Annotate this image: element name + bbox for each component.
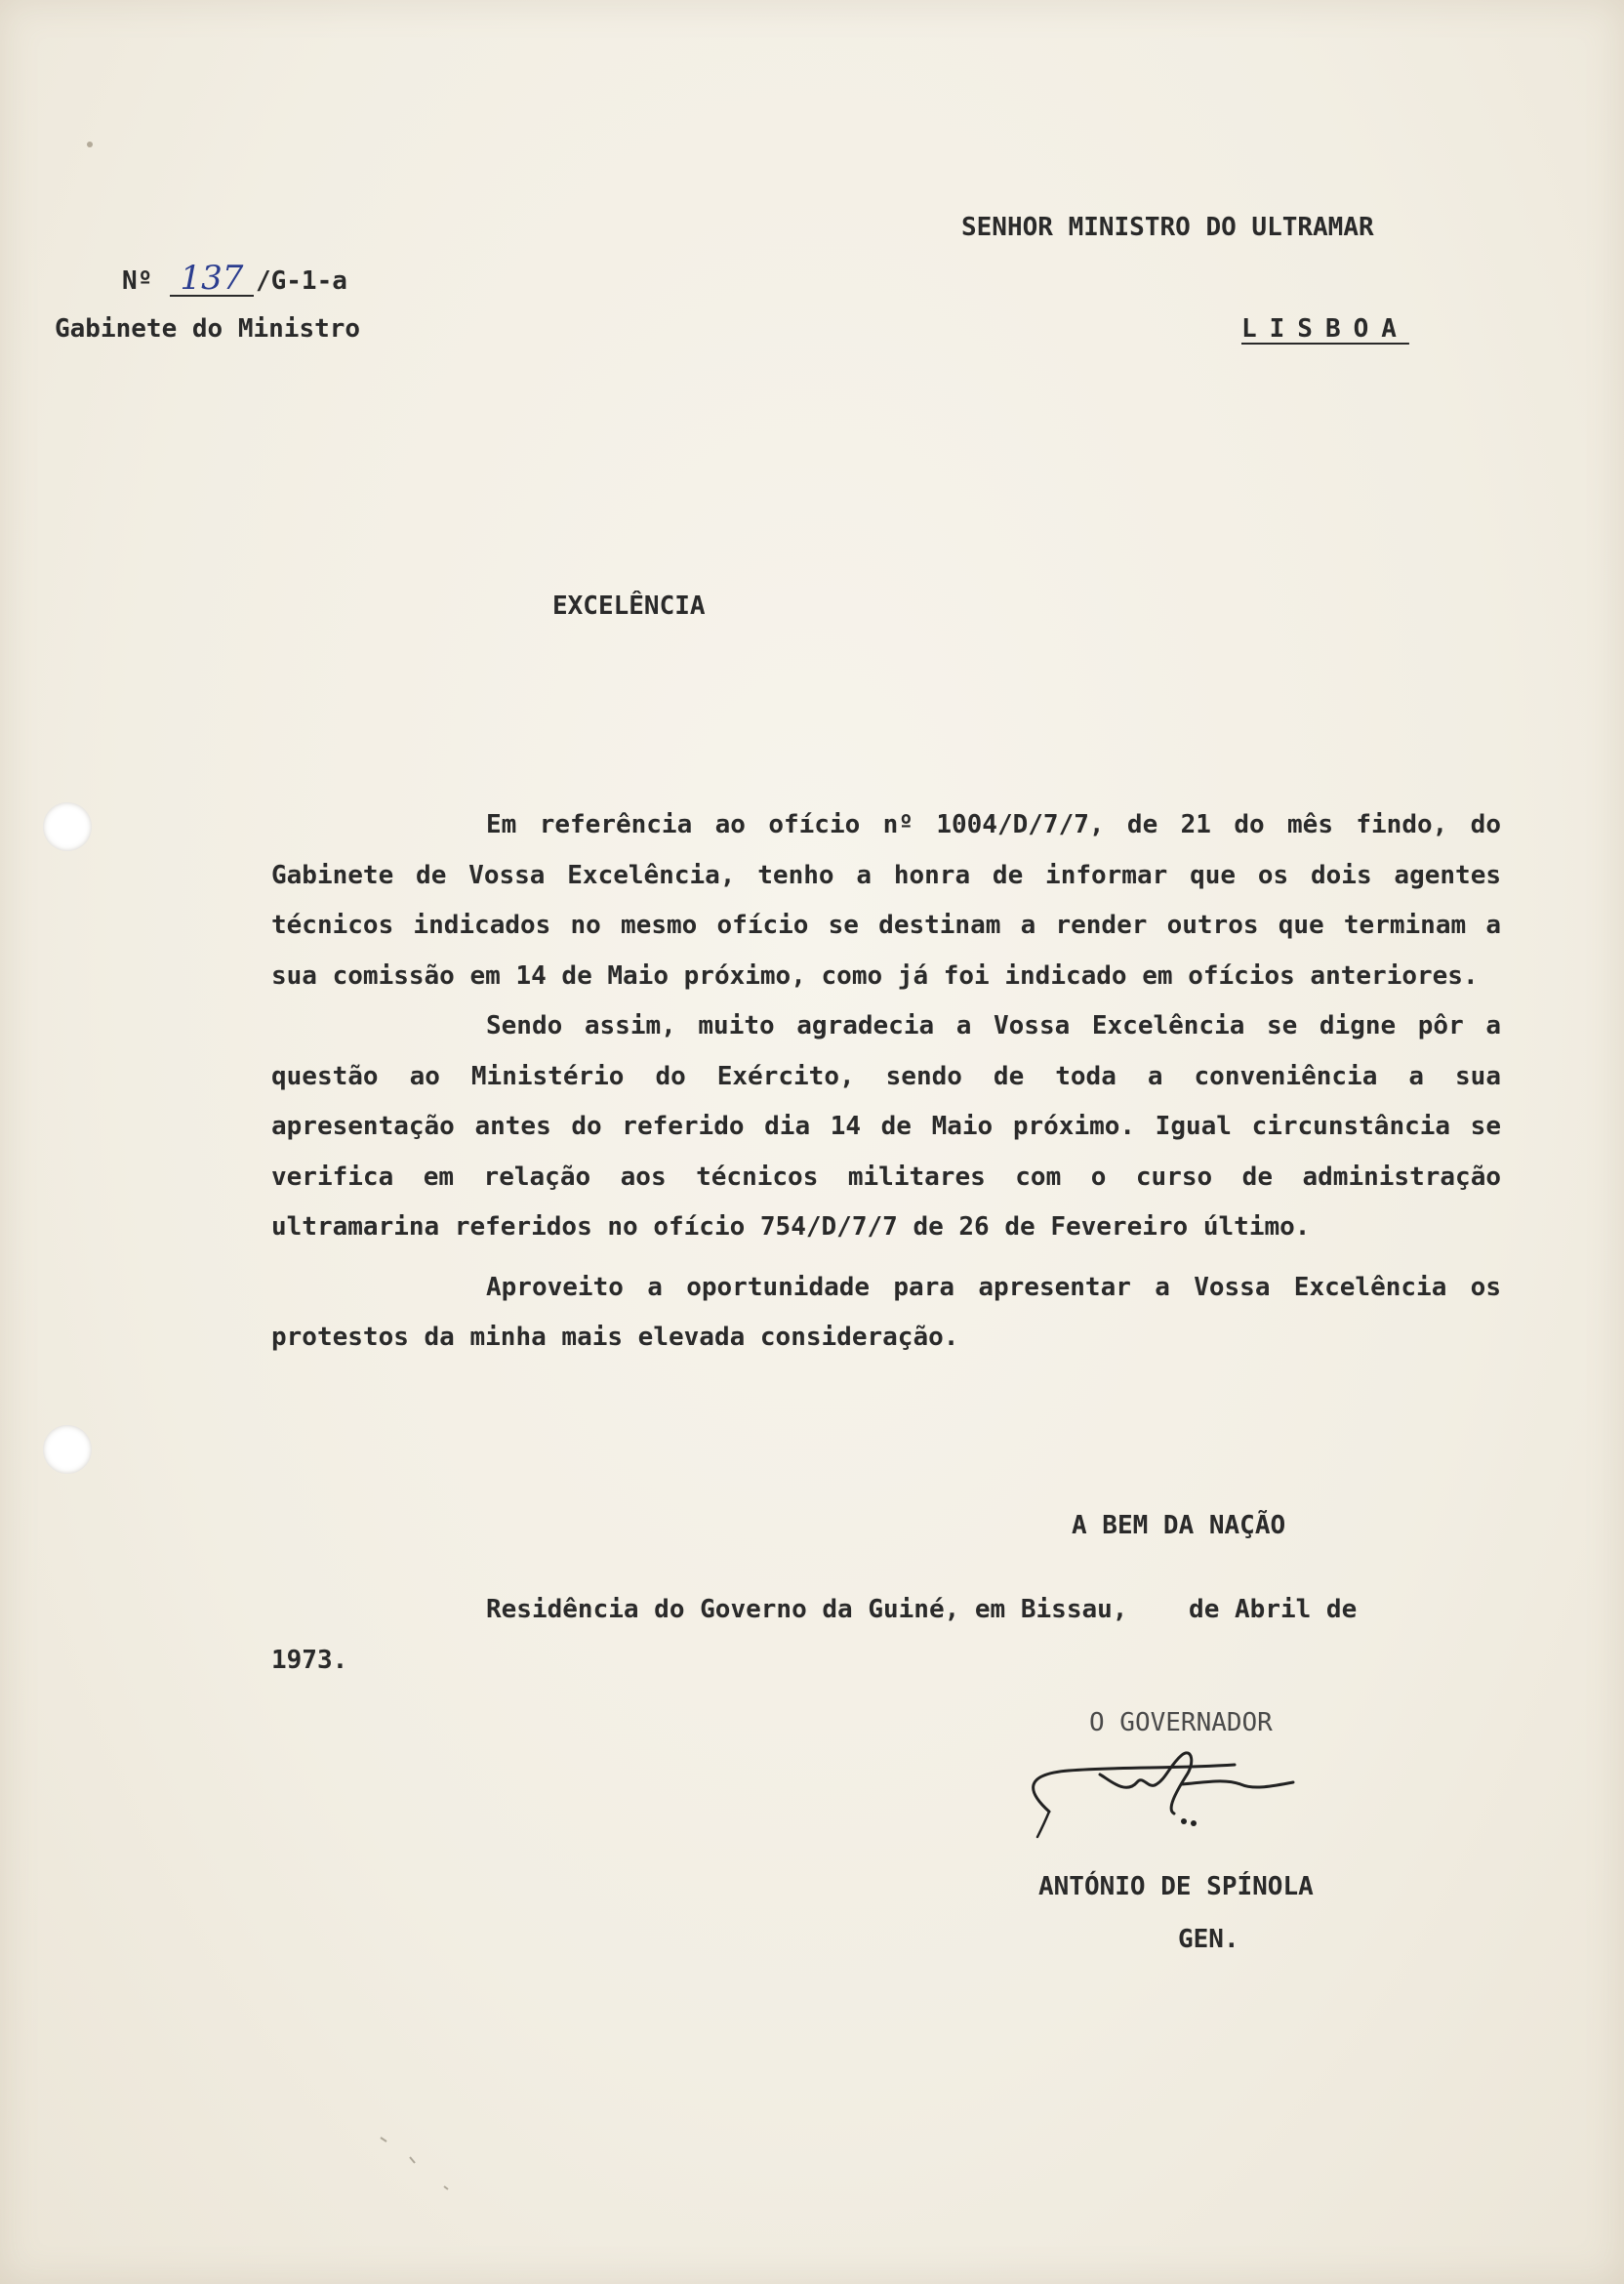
reference-prefix: Nº	[122, 266, 153, 296]
reference-suffix: /G-1-a	[255, 266, 347, 296]
body-paragraph-1: Em referência ao ofício nº 1004/D/7/7, de 21 do mês findo, do Gabinete de Vossa Excelência, tenho a honra de informar que os dois agentes técnicos indicados no mesmo ofício se destinam a render outros que terminam a sua comissão em 14 de Maio próximo, como já foi indicado em ofícios anteriores.	[271, 810, 1501, 991]
place-date-line: Residência do Governo da Guiné, em Bissau, de Abril de	[486, 1595, 1358, 1624]
letter-body	[271, 800, 1501, 1364]
cabinet-label: Gabinete do Ministro	[55, 314, 361, 344]
signatory-rank: GEN.	[1178, 1925, 1239, 1954]
date-year: 1973.	[271, 1646, 348, 1675]
punch-hole-bottom	[43, 1425, 92, 1474]
addressee: SENHOR MINISTRO DO ULTRAMAR	[961, 213, 1374, 242]
handwritten-signature	[1010, 1735, 1322, 1843]
closing-formula: A BEM DA NAÇÃO	[1072, 1511, 1286, 1540]
salutation: EXCELÊNCIA	[552, 591, 706, 621]
punch-hole-top	[43, 802, 92, 851]
addressee-city: LISBOA	[1241, 314, 1409, 344]
signatory-title: O GOVERNADOR	[1089, 1708, 1273, 1737]
body-paragraph-2: Sendo assim, muito agradecia a Vossa Excelência se digne pôr a questão ao Ministério do Exército, sendo de toda a conveniência a sua apresentação antes do referido dia 14 de Maio próximo. Igual circunstância se verifica em relação aos técnicos militares com o curso de administração ultramarina referidos no ofício 754/D/7/7 de 26 de Fevereiro último.	[271, 1011, 1501, 1242]
reference-handwritten-number: 137	[170, 262, 254, 297]
body-paragraph-3: Aproveito a oportunidade para apresentar a Vossa Excelência os protestos da minha mais elevada consideração.	[271, 1272, 1501, 1352]
reference-number	[122, 259, 347, 298]
signatory-name: ANTÓNIO DE SPÍNOLA	[1038, 1872, 1314, 1901]
